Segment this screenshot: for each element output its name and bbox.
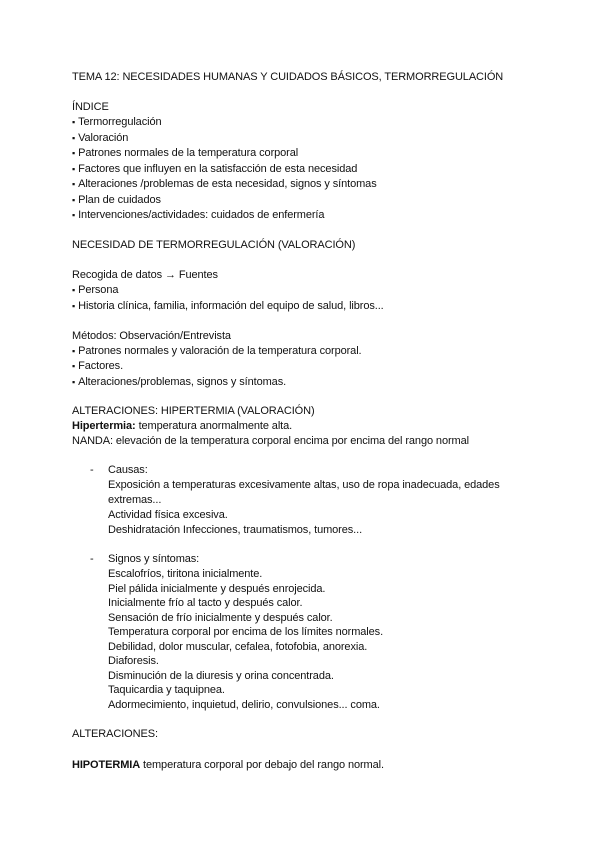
fuente-item: ▪ Historia clínica, familia, información del equipo de salud, libros... <box>72 300 384 313</box>
hipotermia-def-text: temperatura corporal por debajo del rango normal. <box>140 759 384 771</box>
signo-line: Sensación de frío inicialmente y después calor. <box>108 612 333 624</box>
indice-item: ▪ Patrones normales de la temperatura corporal <box>72 147 298 160</box>
indice-item: ▪ Alteraciones /problemas de esta necesidad, signos y síntomas <box>72 178 377 191</box>
document-title: TEMA 12: NECESIDADES HUMANAS Y CUIDADOS BÁSICOS, TERMORREGULACIÓN <box>72 71 504 83</box>
hipertermia-def-text: temperatura anormalmente alta. <box>135 420 293 432</box>
hipertermia-heading: ALTERACIONES: HIPERTERMIA (VALORACIÓN) <box>72 405 315 417</box>
recogida-label: Recogida de datos → Fuentes <box>72 269 218 281</box>
causa-line: Deshidratación Infecciones, traumatismos, tumores... <box>108 524 363 536</box>
signo-line: Debilidad, dolor muscular, cefalea, fotofobia, anorexia. <box>108 641 368 653</box>
metodo-item: ▪ Patrones normales y valoración de la temperatura corporal. <box>72 345 362 358</box>
causas-label: Causas: <box>108 464 148 476</box>
metodo-item: ▪ Alteraciones/problemas, signos y síntomas. <box>72 376 286 389</box>
hipertermia-definition <box>72 420 292 433</box>
signo-line: Disminución de la diuresis y orina concentrada. <box>108 670 334 682</box>
metodos-label: Métodos: Observación/Entrevista <box>72 330 231 342</box>
nanda-definition: NANDA: elevación de la temperatura corporal encima por encima del rango normal <box>72 435 469 447</box>
indice-item: ▪ Valoración <box>72 132 128 145</box>
signo-line: Diaforesis. <box>108 655 159 667</box>
signo-line: Taquicardia y taquipnea. <box>108 684 225 696</box>
list-dash: - <box>90 553 94 565</box>
hipertermia-term: Hipertermia: <box>72 420 136 432</box>
signo-line: Adormecimiento, inquietud, delirio, convulsiones... coma. <box>108 699 380 711</box>
necesidad-heading: NECESIDAD DE TERMORREGULACIÓN (VALORACIÓN) <box>72 239 356 251</box>
causa-line: Actividad física excesiva. <box>108 509 228 521</box>
causa-line: extremas... <box>108 494 162 506</box>
signos-label: Signos y síntomas: <box>108 553 200 565</box>
signo-line: Escalofríos, tiritona inicialmente. <box>108 568 263 580</box>
indice-item: ▪ Intervenciones/actividades: cuidados de enfermería <box>72 209 324 222</box>
signo-line: Piel pálida inicialmente y después enrojecida. <box>108 583 326 595</box>
hipotermia-term: HIPOTERMIA <box>72 759 141 771</box>
alteraciones-heading: ALTERACIONES: <box>72 728 158 740</box>
hipotermia-definition <box>72 759 384 772</box>
signo-line: Inicialmente frío al tacto y después calor. <box>108 597 303 609</box>
fuente-item: ▪ Persona <box>72 284 118 297</box>
indice-item: ▪ Termorregulación <box>72 116 161 129</box>
indice-item: ▪ Factores que influyen en la satisfacción de esta necesidad <box>72 163 357 176</box>
signo-line: Temperatura corporal por encima de los límites normales. <box>108 626 384 638</box>
metodo-item: ▪ Factores. <box>72 360 123 373</box>
indice-item: ▪ Plan de cuidados <box>72 194 161 207</box>
causa-line: Exposición a temperaturas excesivamente altas, uso de ropa inadecuada, edades <box>108 479 500 491</box>
indice-heading: ÍNDICE <box>72 101 109 113</box>
list-dash: - <box>90 464 94 476</box>
